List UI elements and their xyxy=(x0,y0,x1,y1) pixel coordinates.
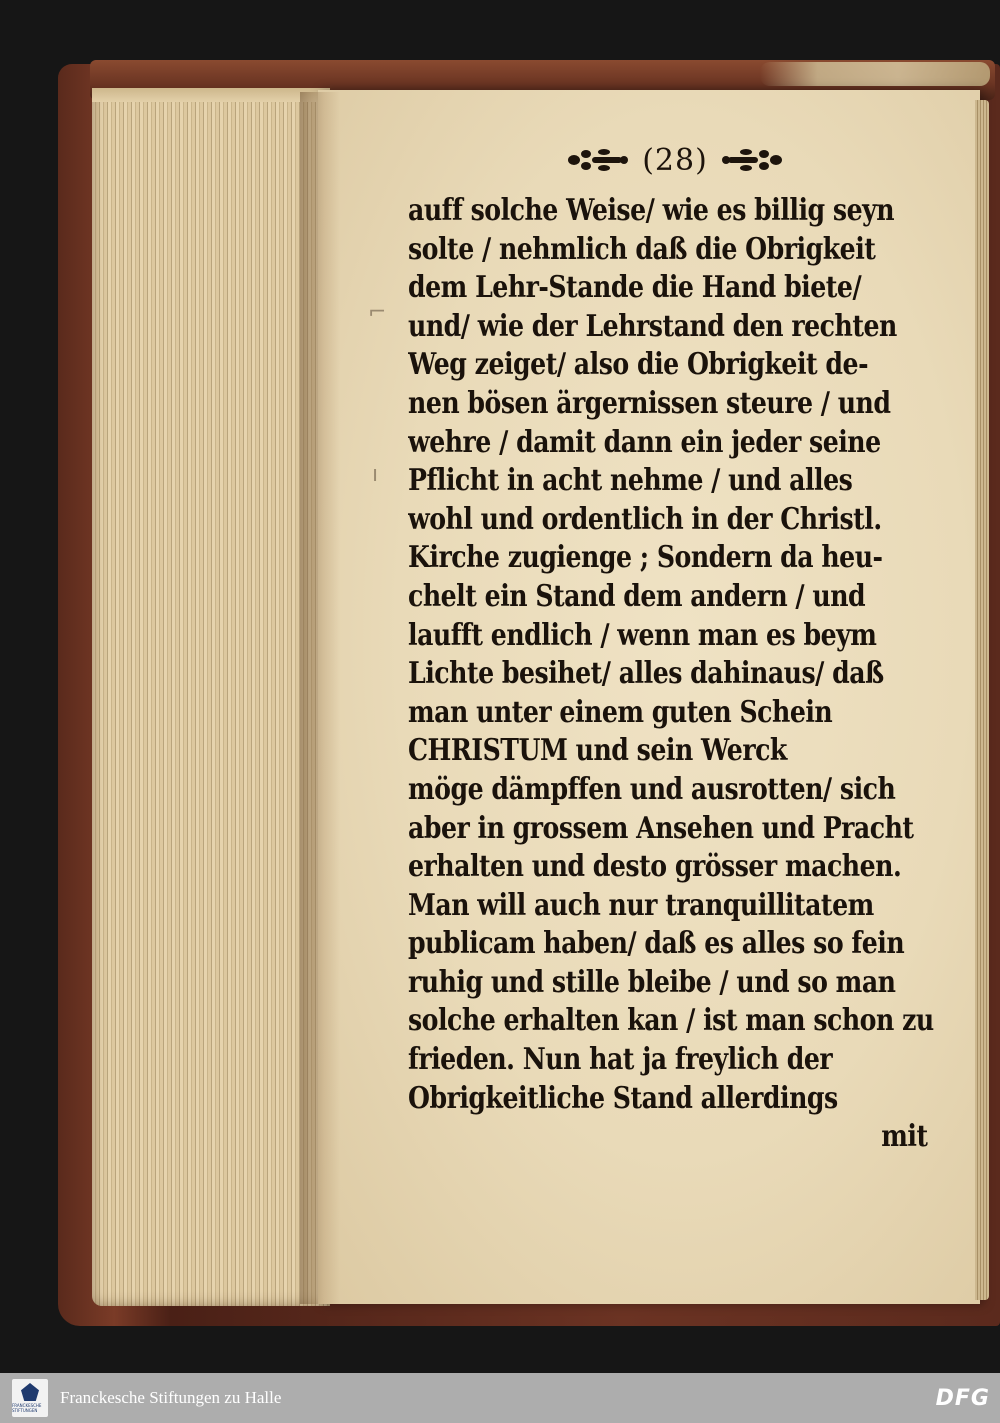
text-line: erhalten und desto grösser machen. xyxy=(408,849,902,885)
text-line: laufft endlich / wenn man es beym xyxy=(408,617,877,653)
viewer-footer xyxy=(0,1373,1000,1423)
margin-pencil-mark: ⌐ xyxy=(368,300,387,325)
page-right-edge xyxy=(975,100,989,1300)
text-line: auff solche Weise/ wie es billig seyn xyxy=(408,193,895,228)
text-line: Lichte besihet/ alles dahinaus/ daß xyxy=(408,656,884,692)
text-line: Kirche zugienge ; Sondern da heu- xyxy=(408,540,883,576)
text-line: wohl und ordentlich in der Christl. xyxy=(408,501,882,537)
institution-logo[interactable] xyxy=(12,1379,48,1417)
text-line: wehre / damit dann ein jeder seine xyxy=(408,424,881,460)
text-line: solche erhalten kan / ist man schon zu xyxy=(408,1003,934,1039)
text-line: chelt ein Stand dem andern / und xyxy=(408,578,866,614)
text-line: möge dämpffen und ausrotten/ sich xyxy=(408,771,896,807)
page-gutter xyxy=(300,92,340,1304)
text-line: nen bösen ärgernissen steure / und xyxy=(408,385,891,421)
page-header xyxy=(560,136,790,184)
dfg-logo[interactable]: DFG xyxy=(935,1385,990,1411)
text-line: frieden. Nun hat ja freylich der xyxy=(408,1042,833,1078)
text-line: ruhig und stille bleibe / und so man xyxy=(408,964,896,1000)
text-line: man unter einem guten Schein xyxy=(408,694,833,730)
text-line: Obrigkeitliche Stand allerdings xyxy=(408,1080,838,1116)
body-text xyxy=(408,192,936,1157)
text-line: Pflicht in acht nehme / und alles xyxy=(408,463,853,499)
institution-name[interactable]: Franckesche Stiftungen zu Halle xyxy=(60,1388,282,1407)
text-line: publicam haben/ daß es alles so fein xyxy=(408,926,905,962)
page-number: (28) xyxy=(642,142,708,178)
ornament-left-icon xyxy=(564,144,630,176)
text-line: dem Lehr-Stande die Hand biete/ xyxy=(408,270,862,306)
margin-pencil-mark: ı xyxy=(372,462,379,487)
page-stack-edges xyxy=(92,88,330,1306)
text-line: Weg zeiget/ also die Obrigkeit de- xyxy=(408,347,869,383)
building-icon xyxy=(21,1383,39,1401)
text-line: solte / nehmlich daß die Obrigkeit xyxy=(408,231,876,267)
text-line: Man will auch nur tranquillitatem xyxy=(408,887,874,923)
catchword: mit xyxy=(881,1119,928,1155)
logo-caption: FRANCKESCHE STIFTUNGEN xyxy=(12,1403,42,1413)
cover-wear-patch xyxy=(760,62,990,86)
page-stack-top xyxy=(92,88,330,102)
text-line: CHRISTUM und sein Werck xyxy=(408,733,787,769)
ornament-right-icon xyxy=(720,144,786,176)
text-line: aber in grossem Ansehen und Pracht xyxy=(408,810,914,846)
text-line: und/ wie der Lehrstand den rechten xyxy=(408,308,897,344)
